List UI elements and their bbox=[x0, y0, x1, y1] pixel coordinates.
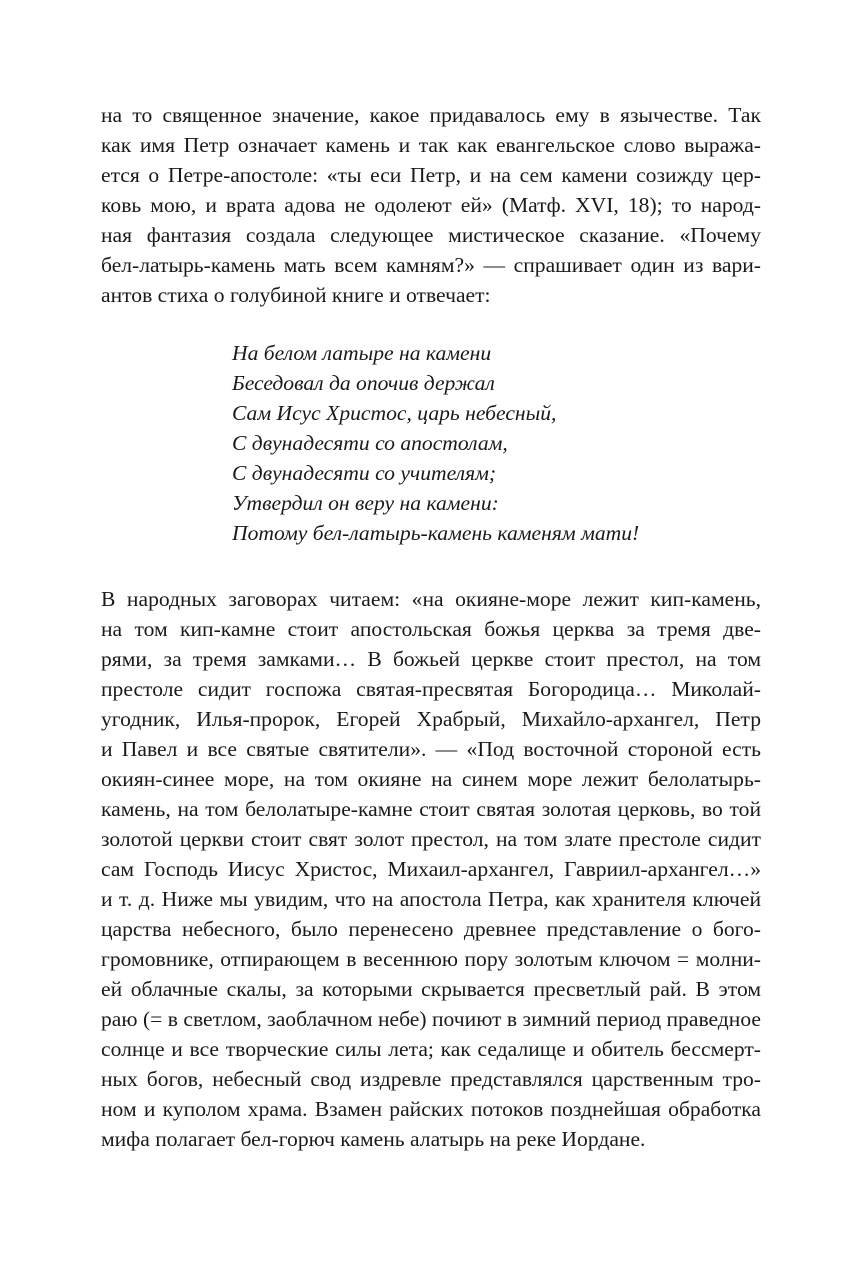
text-line: ковь мою, и врата адова не одолеют ей» (Матф. XVI, 18); то народ- bbox=[101, 193, 761, 217]
verse-line: Беседовал да опочив держал bbox=[232, 371, 495, 395]
text-line: солнце и все творческие силы лета; как седалище и обитель бессмерт- bbox=[101, 1037, 761, 1061]
text-line: ей облачные скалы, за которыми скрывается пресветлый рай. В этом bbox=[101, 977, 761, 1001]
text-line: на том кип-камне стоит апостольская божья церква за тремя две- bbox=[101, 617, 761, 641]
text-line: ном и куполом храма. Взамен райских потоков позднейшая обработка bbox=[101, 1097, 761, 1121]
text-line: и т. д. Ниже мы увидим, что на апостола Петра, как хранителя ключей bbox=[101, 887, 761, 911]
verse-line: Утвердил он веру на камени: bbox=[232, 491, 499, 515]
text-line: царства небесного, было перенесено древнее представление о бого- bbox=[101, 917, 761, 941]
text-line: и Павел и все святые святители». — «Под восточной стороной есть bbox=[101, 737, 761, 761]
text-line: золотой церкви стоит свят золот престол, на том злате престоле сидит bbox=[101, 827, 761, 851]
text-line: раю (= в светлом, заоблачном небе) почиют в зимний период праведное bbox=[101, 1007, 761, 1031]
verse-line: Сам Исус Христос, царь небесный, bbox=[232, 401, 557, 425]
text-line: окиян-синее море, на том окияне на синем море лежит белолатырь- bbox=[101, 767, 761, 791]
text-line: на то священное значение, какое придавалось ему в язычестве. Так bbox=[101, 103, 761, 127]
text-line: рями, за тремя замками… В божьей церкве стоит престол, на том bbox=[101, 647, 761, 671]
text-line: угодник, Илья-пророк, Егорей Храбрый, Михайло-архангел, Петр bbox=[101, 707, 761, 731]
text-line: В народных заговорах читаем: «на окияне-море лежит кип-камень, bbox=[101, 587, 761, 611]
text-line: престоле сидит госпожа святая-пресвятая Богородица… Миколай- bbox=[101, 677, 761, 701]
verse-line: На белом латыре на камени bbox=[232, 341, 492, 365]
text-line: ная фантазия создала следующее мистическое сказание. «Почему bbox=[101, 223, 761, 247]
text-line: мифа полагает бел-горюч камень алатырь на реке Иордане. bbox=[101, 1127, 646, 1151]
verse-line: С двунадесяти со апостолам, bbox=[232, 431, 508, 455]
text-line: громовнике, отпирающем в весеннюю пору золотым ключом = молни- bbox=[101, 947, 761, 971]
text-line: сам Господь Иисус Христос, Михаил-архангел, Гавриил-архангел…» bbox=[101, 857, 761, 881]
text-line: как имя Петр означает камень и так как евангельское слово выража- bbox=[101, 133, 761, 157]
verse-line: С двунадесяти со учителям; bbox=[232, 461, 497, 485]
text-line: антов стиха о голубиной книге и отвечает: bbox=[101, 283, 491, 307]
text-line: ется о Петре-апостоле: «ты еси Петр, и на сем камени созижду цер- bbox=[101, 163, 761, 187]
text-line: камень, на том белолатыре-камне стоит святая золотая церковь, во той bbox=[101, 797, 761, 821]
text-line: ных богов, небесный свод издревле представлялся царственным тро- bbox=[101, 1067, 761, 1091]
verse-line: Потому бел-латырь-камень каменям мати! bbox=[232, 521, 640, 545]
text-line: бел-латырь-камень мать всем камням?» — спрашивает один из вари- bbox=[101, 253, 761, 277]
